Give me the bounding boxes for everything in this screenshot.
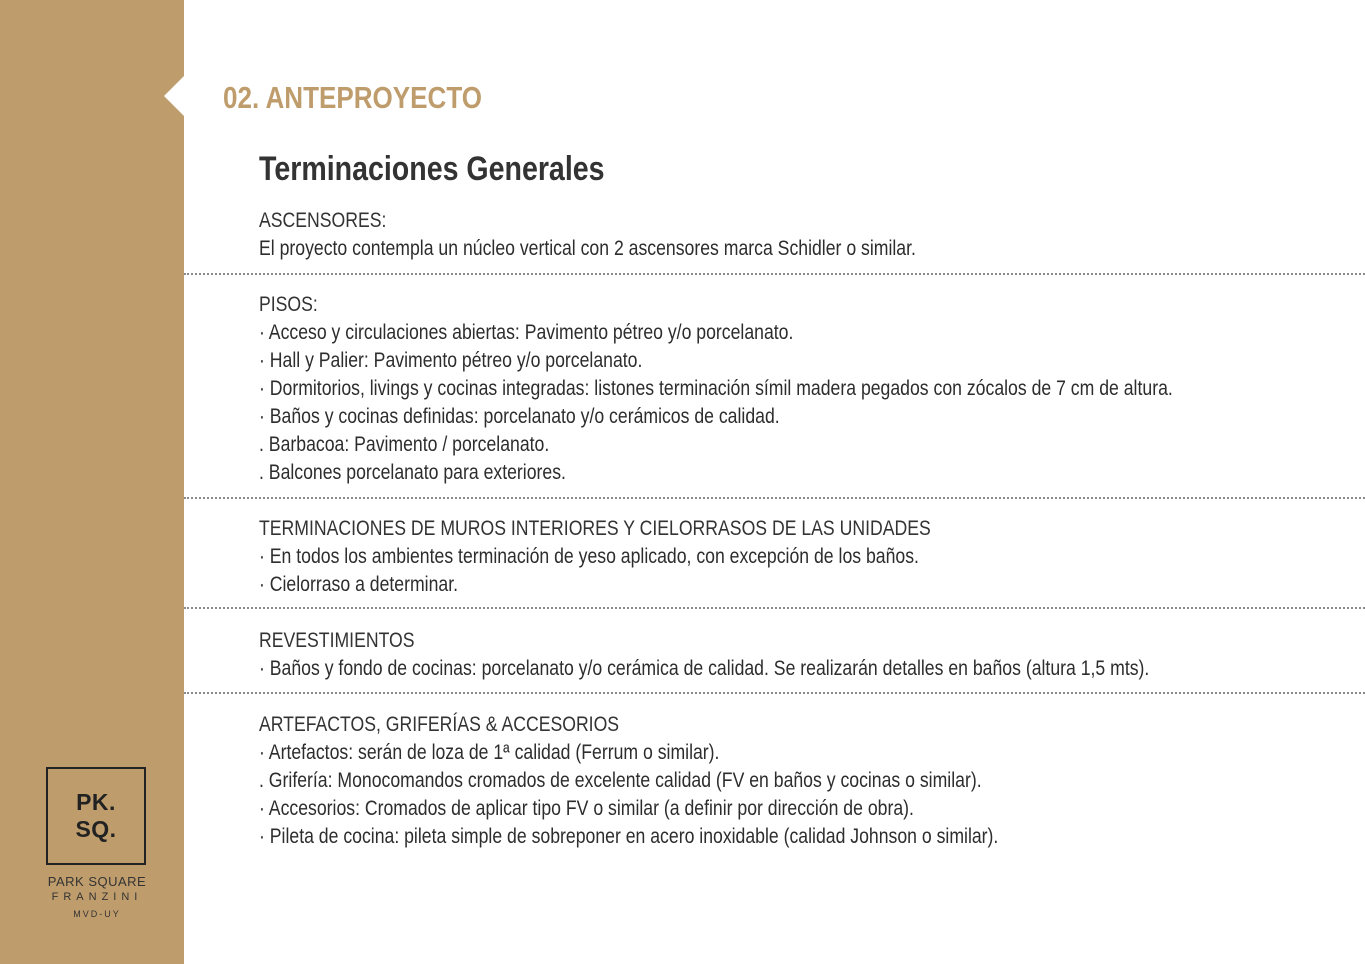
logo-line-1: PK. (76, 789, 116, 815)
section-divider (184, 692, 1365, 694)
section-number: 02. ANTEPROYECTO (223, 80, 483, 115)
list-item: · Baños y fondo de cocinas: porcelanato y/o cerámica de calidad. Se realizarán detalles en baños (altura 1,5 mts). (259, 657, 1150, 680)
section-heading: TERMINACIONES DE MUROS INTERIORES Y CIELORRASOS DE LAS UNIDADES (259, 517, 931, 540)
list-item: · Acceso y circulaciones abiertas: Pavimento pétreo y/o porcelanato. (259, 321, 794, 344)
list-item: . Barbacoa: Pavimento / porcelanato. (259, 433, 550, 456)
section-artefactos (259, 711, 1309, 851)
list-item: . Grifería: Monocomandos cromados de excelente calidad (FV en baños y cocinas o similar). (259, 769, 982, 792)
section-divider (184, 607, 1365, 609)
list-item: · Pileta de cocina: pileta simple de sobreponer en acero inoxidable (calidad Johnson o similar). (259, 825, 999, 848)
logo (46, 767, 146, 865)
page-title: Terminaciones Generales (259, 150, 605, 188)
sidebar-notch (164, 76, 184, 116)
content (259, 207, 1309, 851)
sidebar (0, 0, 184, 964)
list-item: El proyecto contempla un núcleo vertical con 2 ascensores marca Schidler o similar. (259, 237, 916, 260)
brand-name: PARK SQUARE (47, 874, 147, 889)
logo-line-2: SQ. (75, 816, 117, 842)
section-heading: REVESTIMIENTOS (259, 629, 415, 652)
list-item: · Cielorraso a determinar. (259, 573, 459, 596)
list-item: · Baños y cocinas definidas: porcelanato y/o cerámicos de calidad. (259, 405, 780, 428)
section-revestimientos (259, 627, 1309, 683)
list-item: · Accesorios: Cromados de aplicar tipo FV o similar (a definir por dirección de obra). (259, 797, 914, 820)
section-divider (184, 497, 1365, 499)
brand-location: MVD-UY (73, 909, 121, 919)
list-item: · Dormitorios, livings y cocinas integradas: listones terminación símil madera pegados con zócalos de 7 cm de altura. (259, 377, 1173, 400)
section-pisos (259, 291, 1309, 487)
list-item: . Balcones porcelanato para exteriores. (259, 461, 566, 484)
section-divider (184, 273, 1365, 275)
section-heading: ARTEFACTOS, GRIFERÍAS & ACCESORIOS (259, 713, 620, 736)
section-terminaciones-muros (259, 515, 1309, 599)
list-item: · En todos los ambientes terminación de yeso aplicado, con excepción de los baños. (259, 545, 919, 568)
section-heading: PISOS: (259, 293, 318, 316)
brand-subname: FRANZINI (51, 891, 143, 903)
list-item: · Hall y Palier: Pavimento pétreo y/o porcelanato. (259, 349, 643, 372)
section-heading: ASCENSORES: (259, 209, 387, 232)
list-item: · Artefactos: serán de loza de 1ª calidad (Ferrum o similar). (259, 741, 720, 764)
section-ascensores (259, 207, 1309, 263)
